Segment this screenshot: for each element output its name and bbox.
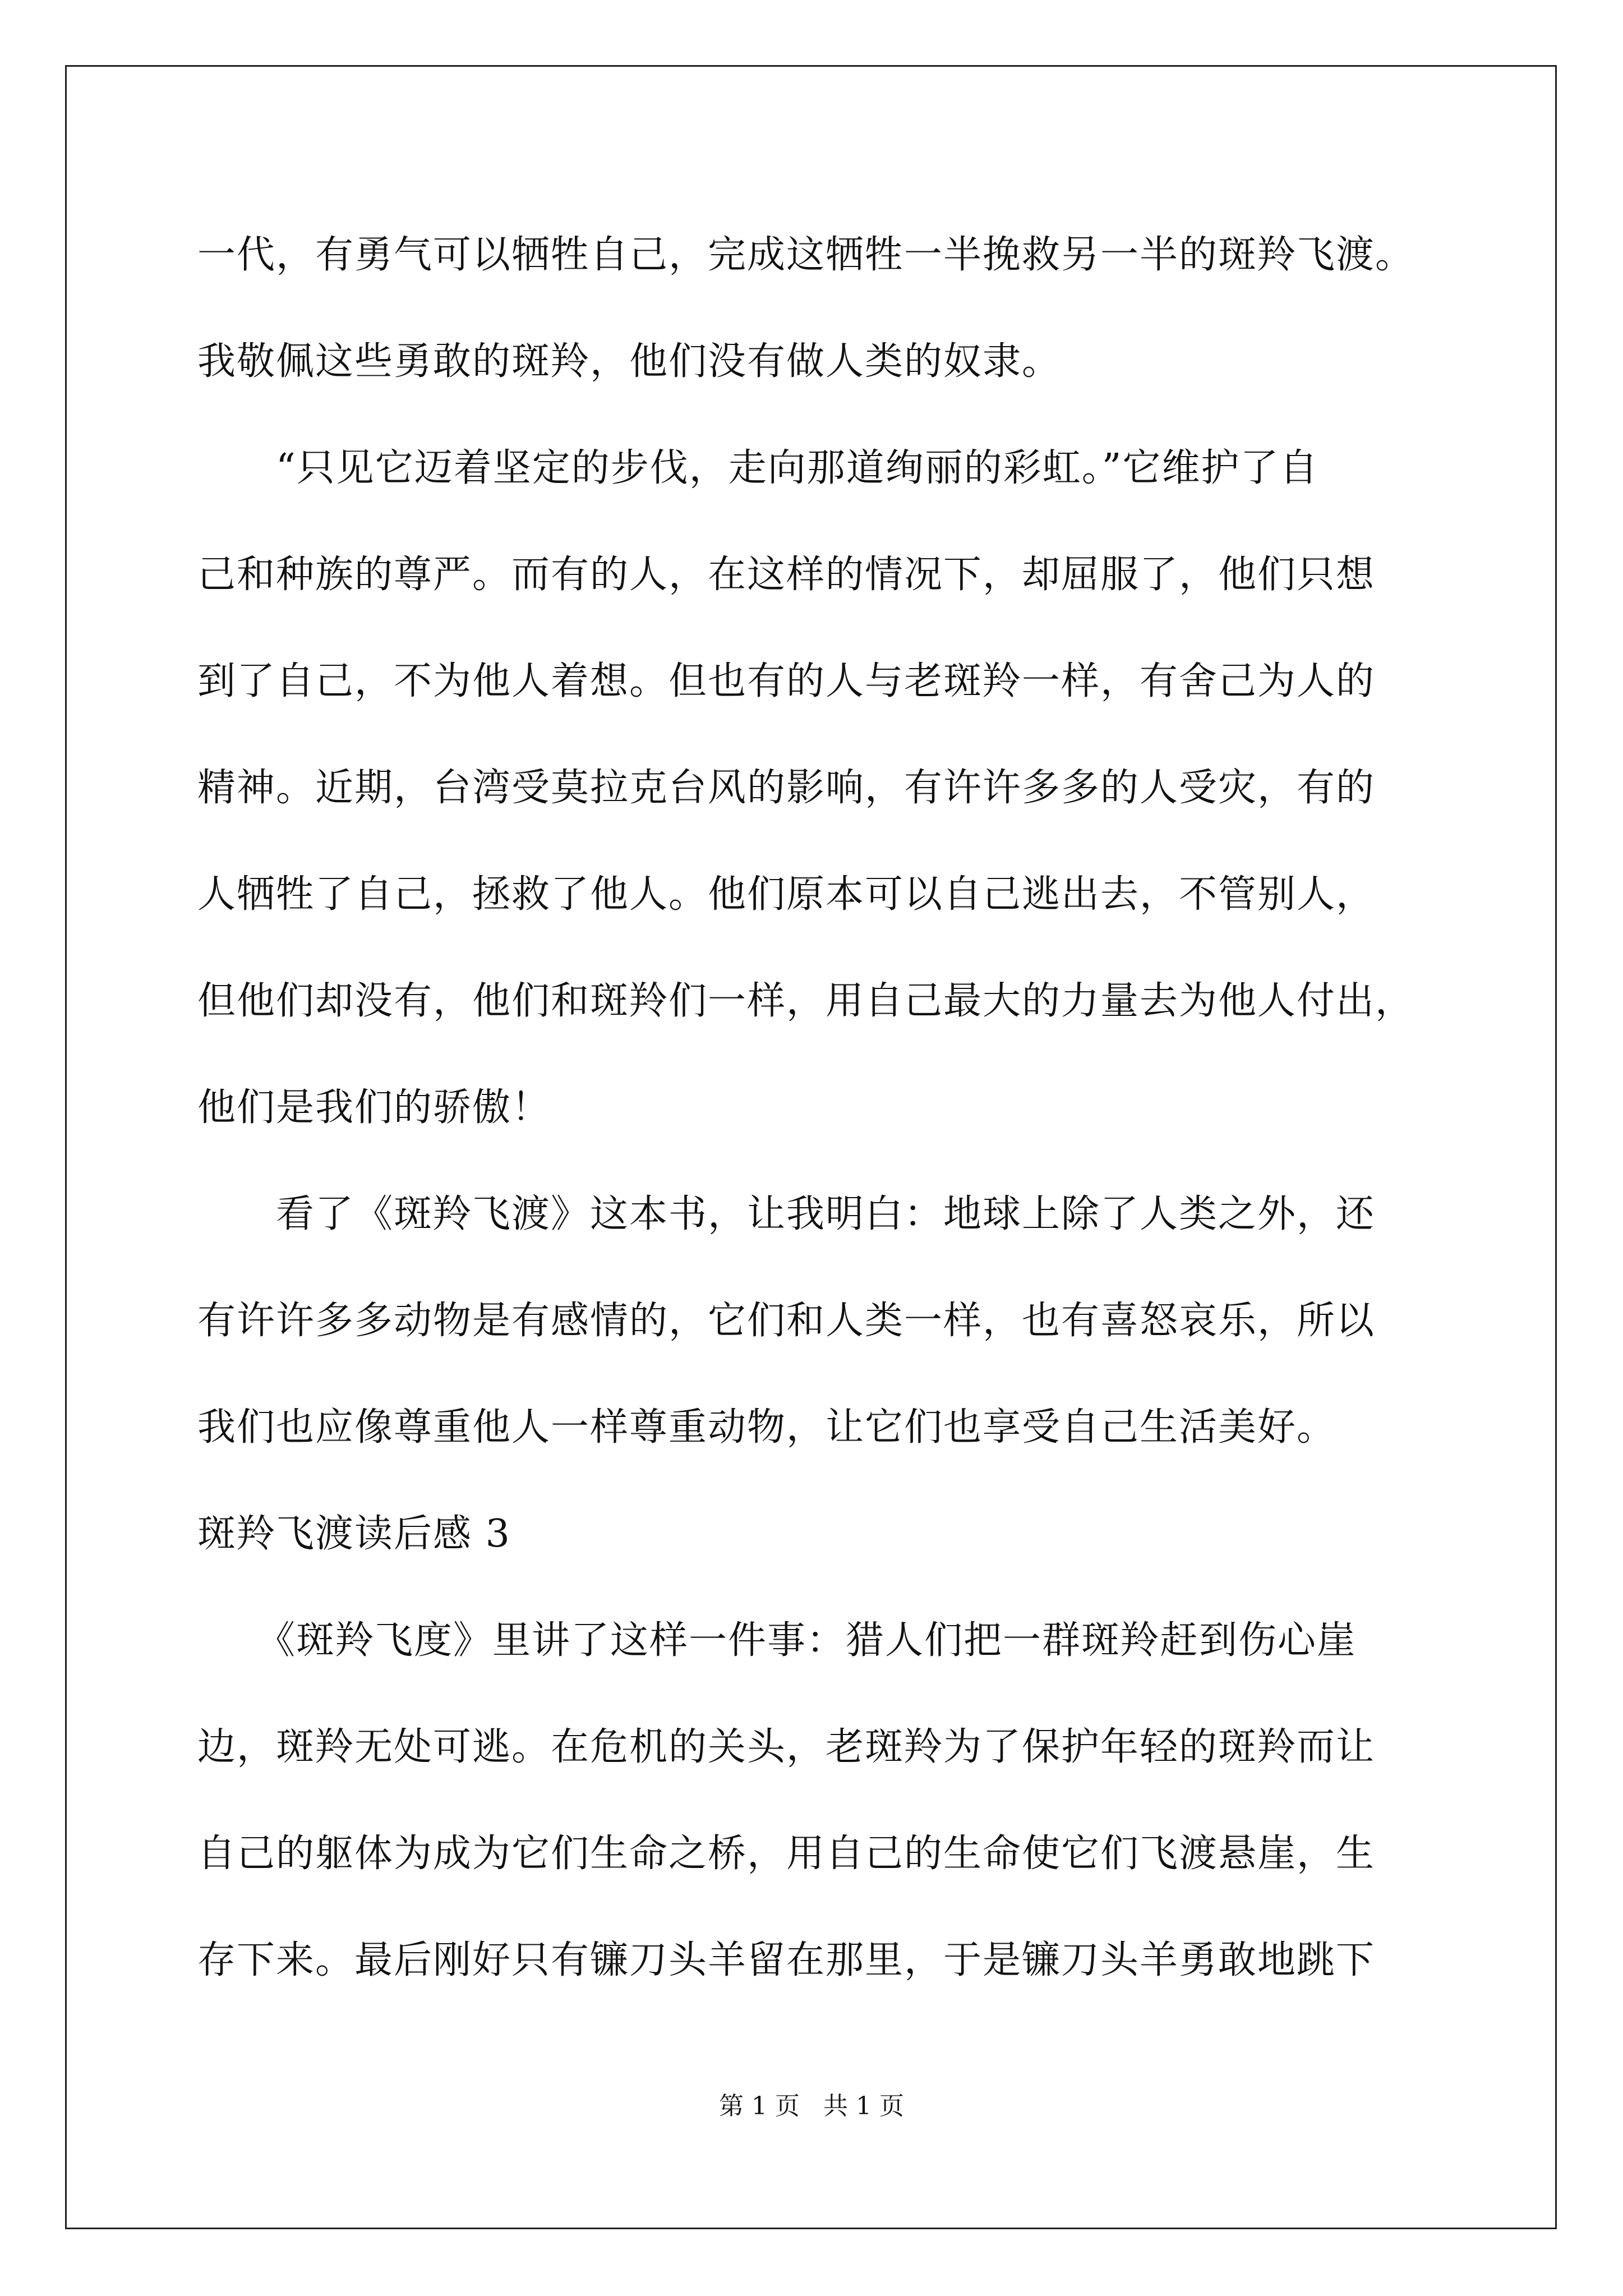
- document-body: [197, 202, 1454, 2014]
- text-line: 己和种族的尊严。而有的人，在这样的情况下，却屈服了，他们只想: [197, 553, 1376, 597]
- text-line: 他们是我们的骄傲！: [197, 1085, 551, 1130]
- text-line: 到了自己，不为他人着想。但也有的人与老斑羚一样，有舍己为人的: [197, 659, 1376, 703]
- page-footer: 第 1 页 共 1 页: [719, 2092, 904, 2120]
- text-line: 精神。近期，台湾受莫拉克台风的影响，有许许多多的人受灾，有的: [197, 766, 1376, 810]
- text-line: “只见它迈着坚定的步伐，走向那道绚丽的彩虹。”它维护了自: [197, 446, 1319, 490]
- text-line: 我们也应像尊重他人一样尊重动物，让它们也享受自己生活美好。: [197, 1405, 1336, 1450]
- text-line: 有许许多多动物是有感情的，它们和人类一样，也有喜怒哀乐，所以: [197, 1299, 1376, 1343]
- text-line: 但他们却没有，他们和斑羚们一样，用自己最大的力量去为他人付出，: [197, 979, 1415, 1023]
- text-line: 人牺牲了自己，拯救了他人。他们原本可以自己逃出去，不管别人，: [197, 872, 1376, 917]
- text-line: 存下来。最后刚好只有镰刀头羊留在那里，于是镰刀头羊勇敢地跳下: [197, 1938, 1376, 1982]
- text-line: 我敬佩这些勇敢的斑羚，他们没有做人类的奴隶。: [197, 339, 1062, 384]
- text-line: 《斑羚飞度》里讲了这样一件事：猎人们把一群斑羚赶到伤心崖: [197, 1618, 1357, 1663]
- text-line: 边，斑羚无处可逃。在危机的关头，老斑羚为了保护年轻的斑羚而让: [197, 1725, 1376, 1769]
- text-line: 一代，有勇气可以牺牲自己，完成这牺牲一半挽救另一半的斑羚飞渡。: [197, 233, 1415, 277]
- section-heading: 斑羚飞渡读后感 3: [197, 1512, 511, 1556]
- text-line: 看了《斑羚飞渡》这本书，让我明白：地球上除了人类之外，还: [197, 1192, 1376, 1236]
- text-line: 自己的躯体为成为它们生命之桥，用自己的生命使它们飞渡悬崖，生: [197, 1832, 1376, 1876]
